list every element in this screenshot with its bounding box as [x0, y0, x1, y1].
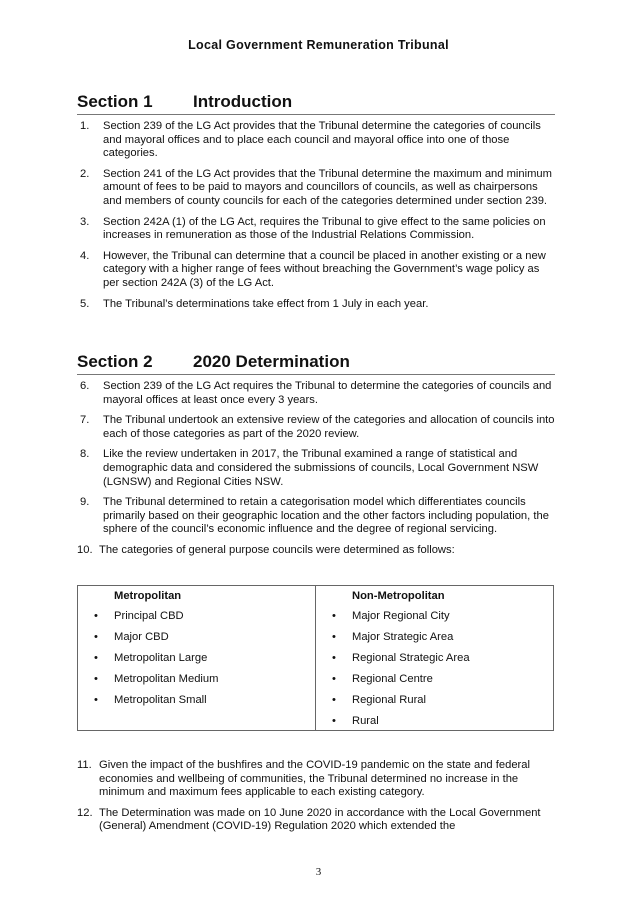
category-label: Metropolitan Small — [114, 694, 207, 706]
category-label: Metropolitan Medium — [114, 673, 219, 685]
item-text: Section 239 of the LG Act provides that the Tribunal determine the categories of councils and mayoral offices and to place each council and mayoral office into one of those categories. — [103, 120, 541, 160]
bullet-icon: • — [332, 694, 336, 706]
after-table-list — [77, 759, 555, 841]
item-text: The Tribunal’s determinations take effect from 1 July in each year. — [103, 297, 429, 310]
item-number: 8. — [80, 448, 90, 461]
item-text: Like the review undertaken in 2017, the Tribunal examined a range of statistical and demographic data and considered the submissions of councils, Local Government NSW (LGNSW) and Regional Cities NSW. — [103, 448, 539, 488]
list-item — [77, 544, 555, 558]
category-label: Regional Centre — [352, 673, 433, 685]
item-text: The Determination was made on 10 June 2020 in accordance with the Local Government (General) Amendment (COVID-19) Regulation 2020 which extended the — [99, 806, 541, 833]
category-label: Regional Rural — [352, 694, 427, 706]
section-2-list — [77, 380, 555, 565]
section-number: Section 2 — [77, 352, 153, 371]
item-number: 9. — [80, 496, 90, 509]
item-text: Section 239 of the LG Act requires the Tribunal to determine the categories of councils and mayoral offices at least once every 3 years. — [103, 380, 552, 406]
category-item — [316, 693, 553, 714]
bullet-icon: • — [94, 673, 98, 685]
metropolitan-column — [78, 586, 315, 730]
category-item — [316, 609, 553, 630]
item-number: 7. — [80, 414, 90, 427]
list-item — [77, 807, 555, 834]
bullet-icon: • — [332, 652, 336, 664]
item-number: 6. — [80, 380, 90, 392]
bullet-icon: • — [94, 631, 98, 643]
list-item — [77, 380, 555, 407]
category-item — [316, 672, 553, 693]
bullet-icon: • — [94, 694, 98, 706]
list-item — [77, 496, 555, 537]
item-text: The Tribunal determined to retain a categorisation model which differentiates councils primarily based on their geographic location and the other factors including population, the sphere of the council’s economic influence and the degree of regional servicing. — [103, 496, 549, 536]
category-label: Major Strategic Area — [352, 631, 454, 643]
section-title: Introduction — [193, 92, 293, 111]
list-item — [77, 414, 555, 441]
category-item — [78, 651, 315, 672]
item-number: 10. — [77, 543, 93, 556]
council-categories-table — [77, 585, 554, 731]
section-1-heading — [77, 92, 555, 115]
bullet-icon: • — [94, 610, 98, 622]
bullet-icon: • — [332, 610, 336, 622]
section-2-heading — [77, 352, 555, 375]
bullet-icon: • — [94, 652, 98, 664]
section-title: 2020 Determination — [193, 352, 350, 371]
list-item — [77, 250, 555, 291]
bullet-icon: • — [332, 673, 336, 685]
list-item — [77, 298, 555, 312]
column-heading: Non-Metropolitan — [352, 590, 445, 602]
bullet-icon: • — [332, 715, 336, 727]
category-label: Metropolitan Large — [114, 652, 208, 664]
item-text: The categories of general purpose councils were determined as follows: — [99, 543, 455, 556]
non-metropolitan-column — [315, 586, 553, 730]
item-text: Given the impact of the bushfires and the COVID-19 pandemic on the state and federal economies and wellbeing of communities, the Tribunal determined no increase in the minimum and maximum fees applicable to each existing category. — [99, 759, 530, 799]
page-number: 3 — [315, 866, 322, 878]
category-label: Principal CBD — [114, 610, 184, 622]
category-item — [78, 630, 315, 651]
column-heading: Metropolitan — [114, 590, 182, 602]
item-number: 11. — [77, 759, 92, 771]
list-item — [77, 120, 555, 161]
category-item — [78, 693, 315, 714]
list-item — [77, 168, 555, 209]
item-text: However, the Tribunal can determine that a council be placed in another existing or a new category with a higher range of fees without breaching the Government’s wage policy as per section 242A (3) of the LG Act. — [103, 249, 546, 289]
list-item — [77, 216, 555, 243]
category-item — [78, 609, 315, 630]
category-item — [78, 672, 315, 693]
list-item — [77, 448, 555, 489]
running-head: Local Government Remuneration Tribunal — [188, 38, 449, 52]
item-text: Section 241 of the LG Act provides that the Tribunal determine the maximum and minimum amount of fees to be paid to mayors and councillors of councils, as well as chairpersons and members of county councils for each of the categories determined under section 239. — [103, 167, 552, 207]
category-label: Regional Strategic Area — [352, 652, 470, 664]
category-label: Rural — [352, 715, 379, 727]
category-item — [316, 714, 553, 735]
category-item — [316, 651, 553, 672]
bullet-icon: • — [332, 631, 336, 643]
item-number: 1. — [80, 120, 90, 132]
section-number: Section 1 — [77, 92, 153, 111]
item-text: The Tribunal undertook an extensive review of the categories and allocation of councils into each of those categories as part of the 2020 review. — [103, 414, 555, 440]
item-number: 12. — [77, 806, 93, 819]
item-number: 3. — [80, 215, 90, 228]
category-item — [316, 630, 553, 651]
item-text: Section 242A (1) of the LG Act, requires the Tribunal to give effect to the same policies on increases in remuneration as those of the Industrial Relations Commission. — [103, 215, 546, 242]
category-label: Major CBD — [114, 631, 169, 643]
item-number: 4. — [80, 249, 90, 262]
category-label: Major Regional City — [352, 610, 450, 622]
item-number: 5. — [80, 297, 90, 310]
list-item — [77, 759, 555, 800]
section-1-list — [77, 120, 555, 318]
item-number: 2. — [80, 167, 90, 180]
